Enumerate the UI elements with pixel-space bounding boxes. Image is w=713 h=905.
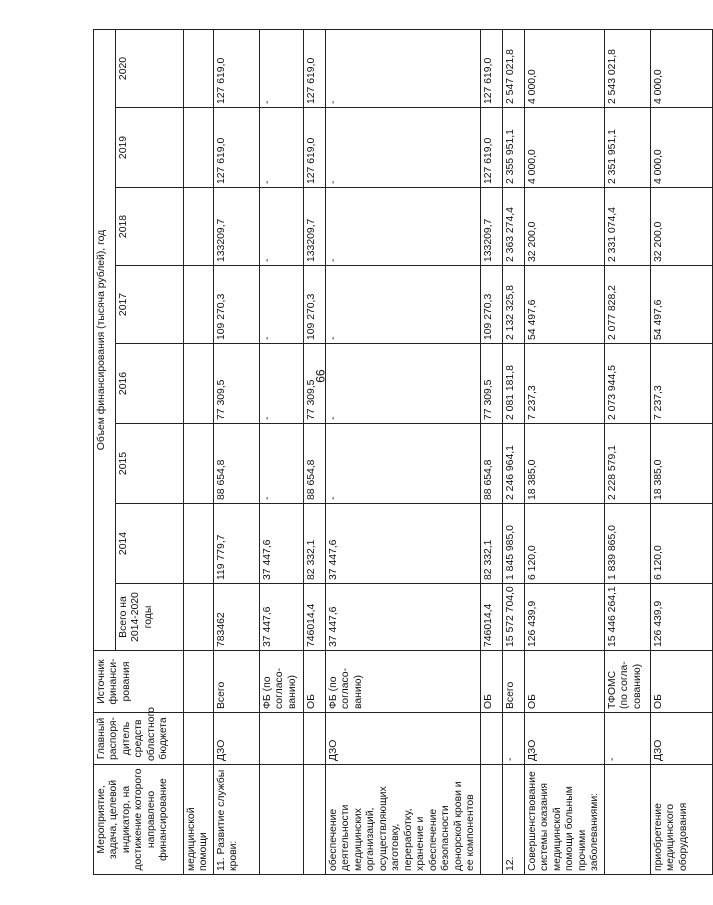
year-value-cell: 1 845 985,0 [502, 504, 524, 584]
header-event: Мероприятие, задача, целевой индикатор, на достижение которого направлено финансирование [94, 765, 184, 875]
header-year: 2016 [116, 344, 184, 424]
year-value-cell: 54 497,6 [524, 266, 604, 344]
year-value-cell: 4 000,0 [524, 108, 604, 188]
year-value-cell [184, 504, 214, 584]
year-value-cell: 127 619,0 [213, 30, 259, 108]
manager-cell: - [604, 713, 650, 765]
year-value-cell: 4 000,0 [524, 30, 604, 108]
total-cell: 126 439,9 [650, 584, 712, 651]
year-value-cell: 4 000,0 [650, 108, 712, 188]
event-cell [303, 765, 325, 875]
rotated-table-wrapper [93, 30, 689, 875]
year-value-cell: 127 619,0 [303, 108, 325, 188]
table-row [213, 30, 259, 875]
year-value-cell: - [325, 30, 480, 108]
source-cell: ТФОМС (по согла-сованию) [604, 651, 650, 713]
year-value-cell: 2 331 074,4 [604, 188, 650, 266]
total-cell: 783462 [213, 584, 259, 651]
event-cell: приобретение медицинского оборудования [650, 765, 712, 875]
event-cell [259, 765, 303, 875]
year-value-cell: 77 309,5 [303, 344, 325, 424]
year-value-cell: 2 228 579,1 [604, 424, 650, 504]
year-value-cell: - [259, 108, 303, 188]
year-value-cell: - [259, 424, 303, 504]
table-row [524, 30, 604, 875]
year-value-cell: 133209,7 [480, 188, 502, 266]
year-value-cell [184, 108, 214, 188]
total-cell: 126 439,9 [524, 584, 604, 651]
table-body [184, 30, 713, 875]
source-cell: ФБ (по согласо-ванию) [259, 651, 303, 713]
manager-cell [303, 713, 325, 765]
year-value-cell [184, 344, 214, 424]
year-value-cell [184, 266, 214, 344]
manager-cell: ДЗО [213, 713, 259, 765]
header-year: 2014 [116, 504, 184, 584]
manager-cell: ДЗО [325, 713, 480, 765]
manager-cell: ДЗО [650, 713, 712, 765]
year-value-cell: 77 309,5 [213, 344, 259, 424]
year-value-cell: 82 332,1 [480, 504, 502, 584]
source-cell: Всего [502, 651, 524, 713]
event-cell: 12. [502, 765, 524, 875]
year-value-cell [184, 188, 214, 266]
header-volume: Объем финансирования (тысяча рублей), год [94, 30, 116, 651]
header-total: Всего на 2014-2020 годы [116, 584, 184, 651]
year-value-cell: 2 547 021,8 [502, 30, 524, 108]
year-value-cell: - [325, 266, 480, 344]
year-value-cell: 7 237,3 [524, 344, 604, 424]
event-cell: Совершенствование системы оказания медицинской помощи больным прочими заболеваниями: [524, 765, 604, 875]
year-value-cell: - [325, 424, 480, 504]
source-cell [184, 651, 214, 713]
header-year: 2018 [116, 188, 184, 266]
year-value-cell: 54 497,6 [650, 266, 712, 344]
header-source: Источник финанси-рования [94, 651, 184, 713]
year-value-cell: 2 246 964,1 [502, 424, 524, 504]
year-value-cell: 6 120,0 [524, 504, 604, 584]
source-cell: ФБ (по согласо-ванию) [325, 651, 480, 713]
year-value-cell: 119 779,7 [213, 504, 259, 584]
year-value-cell: 32 200,0 [650, 188, 712, 266]
total-cell: 15 446 264,1 [604, 584, 650, 651]
year-value-cell: 127 619,0 [213, 108, 259, 188]
event-cell [480, 765, 502, 875]
year-value-cell: 127 619,0 [303, 30, 325, 108]
year-value-cell: 82 332,1 [303, 504, 325, 584]
year-value-cell: 1 839 865,0 [604, 504, 650, 584]
page-number: 99 [313, 369, 327, 383]
year-value-cell: - [325, 344, 480, 424]
event-cell [604, 765, 650, 875]
source-cell: Всего [213, 651, 259, 713]
year-value-cell: 18 385,0 [650, 424, 712, 504]
year-value-cell: 88 654,8 [213, 424, 259, 504]
header-manager: Главный распоря-дитель средств областного бюджета [94, 713, 184, 765]
manager-cell [184, 713, 214, 765]
year-value-cell: 88 654,8 [303, 424, 325, 504]
event-cell: 11. Развитие службы крови: [213, 765, 259, 875]
year-value-cell: 2 073 944,5 [604, 344, 650, 424]
year-value-cell: - [259, 188, 303, 266]
table-row [650, 30, 712, 875]
total-cell: 37 447,6 [325, 584, 480, 651]
year-value-cell: - [325, 188, 480, 266]
header-year: 2015 [116, 424, 184, 504]
financing-table [93, 29, 713, 875]
header-year: 2020 [116, 30, 184, 108]
year-value-cell: - [325, 108, 480, 188]
year-value-cell: 4 000,0 [650, 30, 712, 108]
year-value-cell: 37 447,6 [259, 504, 303, 584]
total-cell: 746014,4 [480, 584, 502, 651]
year-value-cell: 2 355 951,1 [502, 108, 524, 188]
year-value-cell: 2 077 828,2 [604, 266, 650, 344]
year-value-cell: 109 270,3 [480, 266, 502, 344]
year-value-cell: 6 120,0 [650, 504, 712, 584]
year-value-cell: 7 237,3 [650, 344, 712, 424]
header-year: 2019 [116, 108, 184, 188]
year-value-cell: 32 200,0 [524, 188, 604, 266]
header-year: 2017 [116, 266, 184, 344]
year-value-cell: 109 270,3 [213, 266, 259, 344]
year-value-cell: - [259, 266, 303, 344]
table-row [502, 30, 524, 875]
table-row [480, 30, 502, 875]
table-row [325, 30, 480, 875]
total-cell: 15 572 704,0 [502, 584, 524, 651]
year-value-cell: 2 351 951,1 [604, 108, 650, 188]
year-value-cell: 2 132 325,8 [502, 266, 524, 344]
manager-cell [259, 713, 303, 765]
source-cell: ОБ [480, 651, 502, 713]
year-value-cell: 127 619,0 [480, 108, 502, 188]
year-value-cell: 2 543 021,8 [604, 30, 650, 108]
table-row [259, 30, 303, 875]
total-cell: 37 447,6 [259, 584, 303, 651]
table-row [604, 30, 650, 875]
manager-cell [480, 713, 502, 765]
event-cell: обеспечение деятельности медицинских организаций, осуществляющих заготовку, переработку, хранение и обеспечение безопасности донорской крови и ее компонентов [325, 765, 480, 875]
year-value-cell: 2 081 181,8 [502, 344, 524, 424]
year-value-cell: - [259, 344, 303, 424]
year-value-cell: - [259, 30, 303, 108]
table-row [184, 30, 214, 875]
year-value-cell: 77 309,5 [480, 344, 502, 424]
source-cell: ОБ [650, 651, 712, 713]
source-cell: ОБ [524, 651, 604, 713]
year-value-cell: 133209,7 [213, 188, 259, 266]
year-value-cell [184, 424, 214, 504]
year-value-cell: 88 654,8 [480, 424, 502, 504]
year-value-cell: 2 363 274,4 [502, 188, 524, 266]
year-value-cell: 18 385,0 [524, 424, 604, 504]
manager-cell: - [502, 713, 524, 765]
year-value-cell: 133209,7 [303, 188, 325, 266]
year-value-cell: 109 270,3 [303, 266, 325, 344]
source-cell: ОБ [303, 651, 325, 713]
table-row [303, 30, 325, 875]
total-cell [184, 584, 214, 651]
year-value-cell [184, 30, 214, 108]
event-cell: медицинской помощи [184, 765, 214, 875]
total-cell: 746014,4 [303, 584, 325, 651]
manager-cell: ДЗО [524, 713, 604, 765]
year-value-cell: 127 619,0 [480, 30, 502, 108]
year-value-cell: 37 447,6 [325, 504, 480, 584]
